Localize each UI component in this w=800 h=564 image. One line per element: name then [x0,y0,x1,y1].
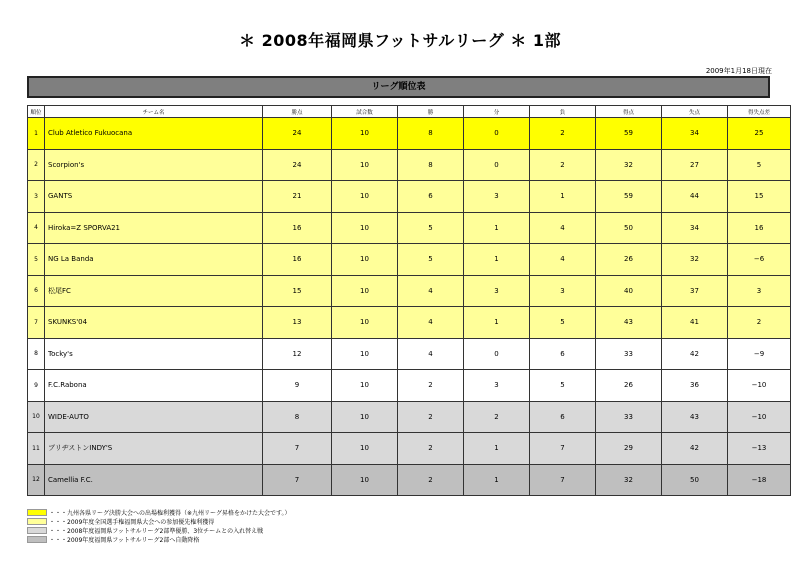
cell-points: 15 [263,275,332,307]
header-team: チーム名 [45,106,263,118]
cell-wins: 2 [398,464,464,496]
cell-goal-difference: 3 [728,275,791,307]
cell-team: ブリヂストンINDY'S [45,433,263,465]
cell-points: 12 [263,338,332,370]
cell-team: GANTS [45,181,263,213]
header-row [28,106,791,118]
cell-team: Hiroka=Z SPORVA21 [45,212,263,244]
cell-games: 10 [332,181,398,213]
cell-goals-for: 59 [596,181,662,213]
cell-draws: 3 [464,181,530,213]
cell-team: NG La Banda [45,244,263,276]
header-losses: 負 [530,106,596,118]
cell-points: 24 [263,149,332,181]
legend-text: ・・・九州各県リーグ決勝大会への出場権利獲得（※九州リーグ昇格をかけた大会です。） [49,510,291,517]
legend-swatch [27,527,47,534]
cell-wins: 4 [398,338,464,370]
cell-goals-against: 43 [662,401,728,433]
cell-points: 16 [263,212,332,244]
cell-draws: 0 [464,338,530,370]
cell-points: 7 [263,464,332,496]
table-row [28,370,791,402]
cell-games: 10 [332,118,398,150]
table-row [28,118,791,150]
cell-team: SKUNKS'04 [45,307,263,339]
cell-games: 10 [332,338,398,370]
cell-goals-against: 34 [662,118,728,150]
header-rank: 順位 [28,106,45,118]
cell-games: 10 [332,244,398,276]
cell-points: 8 [263,401,332,433]
cell-games: 10 [332,307,398,339]
table-row [28,149,791,181]
cell-team: 松尾FC [45,275,263,307]
cell-team: WIDE-AUTO [45,401,263,433]
cell-goal-difference: 5 [728,149,791,181]
cell-goals-against: 42 [662,433,728,465]
cell-goals-against: 37 [662,275,728,307]
cell-rank: 12 [28,464,45,496]
cell-losses: 5 [530,370,596,402]
cell-rank: 6 [28,275,45,307]
cell-goal-difference: −18 [728,464,791,496]
legend-text: ・・・2009年度全国選手権福岡県大会への参加優先権利獲得 [49,519,215,526]
cell-points: 24 [263,118,332,150]
cell-rank: 8 [28,338,45,370]
cell-wins: 2 [398,433,464,465]
page-title: ＊ 2008年福岡県フットサルリーグ ＊ 1部 [239,31,561,50]
legend-item [27,508,427,517]
cell-draws: 1 [464,212,530,244]
legend-item [27,526,427,535]
cell-goals-against: 41 [662,307,728,339]
cell-rank: 1 [28,118,45,150]
table-row [28,244,791,276]
cell-goals-against: 36 [662,370,728,402]
cell-points: 9 [263,370,332,402]
header-goals-for: 得点 [596,106,662,118]
table-row [28,401,791,433]
legend-swatch [27,509,47,516]
cell-goals-for: 50 [596,212,662,244]
cell-wins: 8 [398,118,464,150]
cell-rank: 11 [28,433,45,465]
cell-games: 10 [332,370,398,402]
cell-goals-for: 26 [596,244,662,276]
cell-losses: 7 [530,433,596,465]
cell-wins: 2 [398,370,464,402]
cell-goals-against: 34 [662,212,728,244]
cell-draws: 0 [464,149,530,181]
cell-losses: 1 [530,181,596,213]
cell-draws: 3 [464,275,530,307]
cell-team: Tocky's [45,338,263,370]
cell-goals-for: 32 [596,149,662,181]
cell-wins: 4 [398,307,464,339]
cell-losses: 4 [530,244,596,276]
legend-item [27,517,427,526]
cell-points: 21 [263,181,332,213]
cell-draws: 3 [464,370,530,402]
header-goals-against: 失点 [662,106,728,118]
table-row [28,338,791,370]
cell-losses: 2 [530,118,596,150]
cell-goals-for: 40 [596,275,662,307]
legend-text: ・・・2008年度福岡県フットサルリーグ2部準優勝、3位チームとの入れ替え戦 [49,528,264,535]
cell-goal-difference: −10 [728,401,791,433]
standings-banner: リーグ順位表 [27,76,770,98]
cell-games: 10 [332,433,398,465]
cell-goal-difference: 16 [728,212,791,244]
header-draws: 分 [464,106,530,118]
cell-rank: 4 [28,212,45,244]
cell-team: Scorpion's [45,149,263,181]
cell-goal-difference: 2 [728,307,791,339]
cell-rank: 7 [28,307,45,339]
cell-losses: 6 [530,401,596,433]
cell-points: 13 [263,307,332,339]
cell-draws: 1 [464,464,530,496]
table-row [28,181,791,213]
standings-table [27,105,791,496]
header-goal-difference: 得失点差 [728,106,791,118]
cell-draws: 2 [464,401,530,433]
cell-games: 10 [332,275,398,307]
table-row [28,212,791,244]
legend-swatch [27,536,47,543]
cell-goals-for: 26 [596,370,662,402]
cell-goals-against: 42 [662,338,728,370]
table-row [28,464,791,496]
header-wins: 勝 [398,106,464,118]
cell-losses: 2 [530,149,596,181]
cell-draws: 1 [464,244,530,276]
cell-goals-for: 43 [596,307,662,339]
legend [27,508,427,544]
cell-team: Camellia F.C. [45,464,263,496]
cell-rank: 2 [28,149,45,181]
cell-wins: 4 [398,275,464,307]
cell-wins: 8 [398,149,464,181]
cell-team: F.C.Rabona [45,370,263,402]
cell-team: Club Atletico Fukuocana [45,118,263,150]
cell-goals-against: 44 [662,181,728,213]
table-row [28,275,791,307]
cell-goal-difference: 15 [728,181,791,213]
legend-swatch [27,518,47,525]
cell-losses: 7 [530,464,596,496]
cell-draws: 1 [464,433,530,465]
cell-points: 16 [263,244,332,276]
cell-wins: 5 [398,244,464,276]
cell-games: 10 [332,464,398,496]
cell-goal-difference: −6 [728,244,791,276]
cell-goals-against: 27 [662,149,728,181]
cell-draws: 1 [464,307,530,339]
cell-losses: 3 [530,275,596,307]
cell-goals-for: 59 [596,118,662,150]
header-games: 試合数 [332,106,398,118]
cell-rank: 10 [28,401,45,433]
cell-games: 10 [332,212,398,244]
cell-wins: 6 [398,181,464,213]
cell-goals-for: 29 [596,433,662,465]
cell-rank: 5 [28,244,45,276]
cell-points: 7 [263,433,332,465]
legend-item [27,535,427,544]
cell-losses: 6 [530,338,596,370]
cell-goal-difference: −13 [728,433,791,465]
table-row [28,433,791,465]
cell-rank: 9 [28,370,45,402]
cell-wins: 2 [398,401,464,433]
cell-draws: 0 [464,118,530,150]
cell-wins: 5 [398,212,464,244]
cell-goals-for: 33 [596,338,662,370]
cell-games: 10 [332,401,398,433]
header-points: 勝点 [263,106,332,118]
cell-rank: 3 [28,181,45,213]
cell-losses: 5 [530,307,596,339]
cell-goals-for: 33 [596,401,662,433]
as-of-date: 2009年1月18日現在 [705,67,772,75]
cell-games: 10 [332,149,398,181]
cell-goal-difference: 25 [728,118,791,150]
cell-goals-for: 32 [596,464,662,496]
cell-goal-difference: −9 [728,338,791,370]
cell-goals-against: 32 [662,244,728,276]
legend-text: ・・・2009年度福岡県フットサルリーグ2部へ自動降格 [49,537,200,544]
table-row [28,307,791,339]
cell-goal-difference: −10 [728,370,791,402]
cell-losses: 4 [530,212,596,244]
cell-goals-against: 50 [662,464,728,496]
